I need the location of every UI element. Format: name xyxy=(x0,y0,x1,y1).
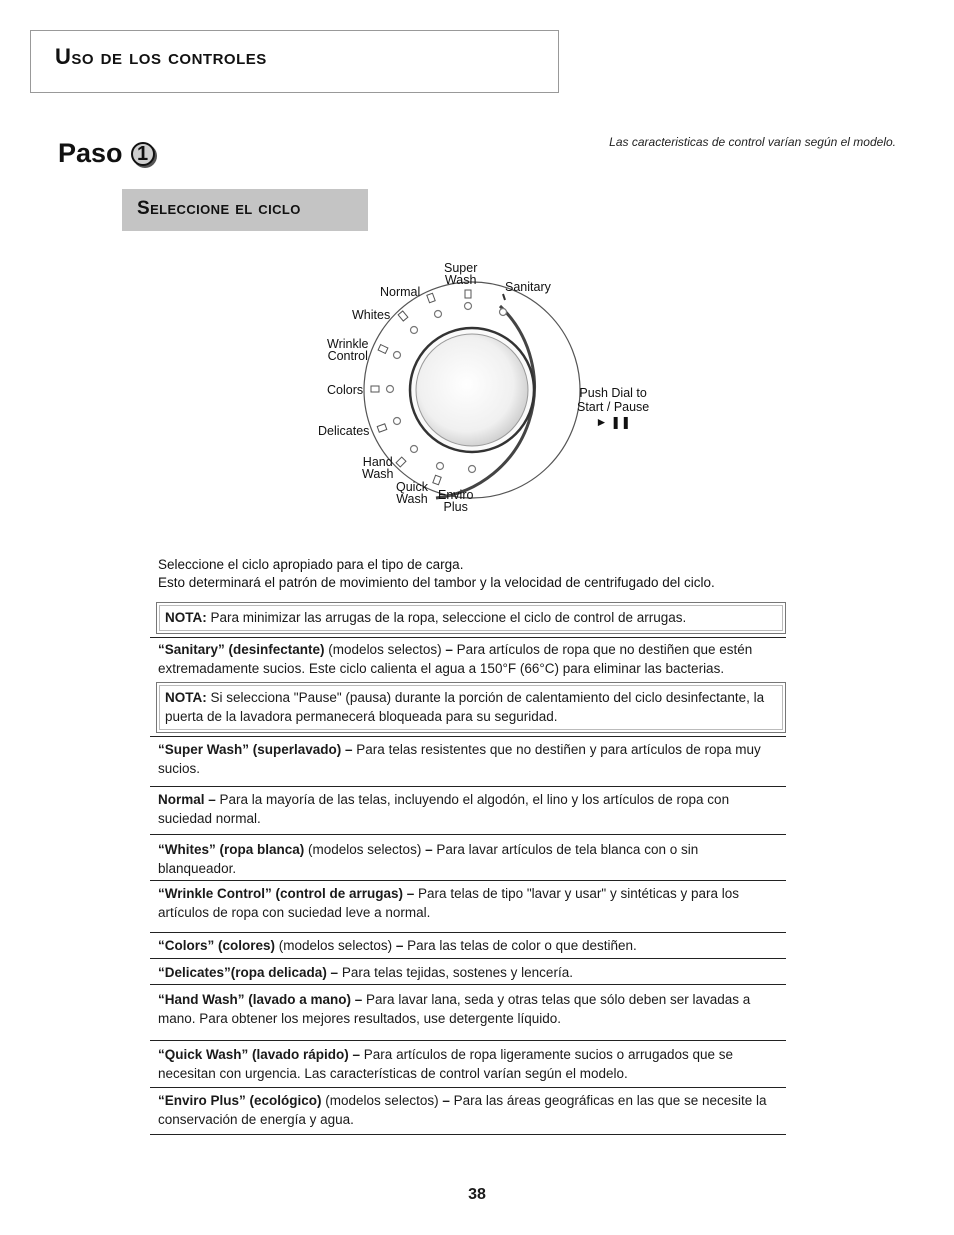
light-wrinkle xyxy=(394,352,401,359)
row-dash: – xyxy=(395,938,404,953)
row-dash: – xyxy=(445,642,453,657)
dial-label-enviro-plus xyxy=(438,489,473,513)
row-label: “Sanitary” (desinfectante) xyxy=(158,642,325,657)
dial-knob xyxy=(416,334,528,446)
section-title: Seleccione el ciclo xyxy=(137,198,301,219)
row-text: Para la mayoría de las telas, incluyendo el algodón, el lino y los artículos de ropa con suciedad normal. xyxy=(158,792,730,826)
page-number: 38 xyxy=(468,1186,486,1203)
row-normal xyxy=(150,787,786,835)
row-text: Para telas de tipo "lavar y usar" y sintéticas y para los artículos de ropa con suciedad leve a normal. xyxy=(158,886,740,920)
dial-label-super: Super xyxy=(444,261,478,275)
page-title: Uso de los controles xyxy=(55,44,267,69)
row-text: Para lavar lana, seda y otras telas que sólo deben ser lavadas a mano. Para obtener los mejores resultados, use detergente líquido. xyxy=(158,992,751,1026)
row-label: “Enviro Plus” (ecológico) xyxy=(158,1093,322,1108)
row-super-wash xyxy=(150,737,786,787)
row-text: Para artículos de ropa que no destiñen que estén extremadamente sucios. Este ciclo calienta el agua a 150°F (66°C) para eliminar las bacterias. xyxy=(158,642,753,676)
row-label: “Whites” (ropa blanca) xyxy=(158,842,305,857)
row-label: Normal – xyxy=(158,792,216,807)
tab-super-wash xyxy=(465,290,471,298)
row-label: “Quick Wash” (lavado rápido) – xyxy=(158,1047,361,1062)
row-label: “Super Wash” (superlavado) – xyxy=(158,742,353,757)
note-box-wrinkle xyxy=(156,602,786,634)
light-normal xyxy=(435,311,442,318)
row-text: Para las áreas geográficas en las que se necesite la conservación de energía y agua. xyxy=(158,1093,767,1127)
tab-hand-wash xyxy=(396,457,406,467)
row-text: Para artículos de ropa ligeramente sucios o arrugados que se necesitan con urgencia. Las características de control varían según el modelo. xyxy=(158,1047,734,1081)
light-delicates xyxy=(394,418,401,425)
tab-whites xyxy=(398,311,408,321)
row-enviro-plus xyxy=(150,1088,786,1135)
dial-label-quick-wash xyxy=(396,481,428,505)
push-label-line2: Start / Pause xyxy=(577,400,650,414)
step-heading xyxy=(58,138,155,169)
step-number-badge: 1 xyxy=(131,142,155,166)
dial-label-hand-wash xyxy=(362,456,394,480)
row-mid: (modelos selectos) xyxy=(321,1093,443,1108)
dial-label-colors: Colors xyxy=(327,383,364,397)
tick-sanitary xyxy=(503,294,505,300)
tab-delicates xyxy=(377,424,387,432)
tab-quick-wash xyxy=(433,475,441,485)
note-text: Para minimizar las arrugas de la ropa, seleccione el ciclo de control de arrugas. xyxy=(206,610,687,625)
light-enviro-plus xyxy=(469,466,476,473)
row-mid: (modelos selectos) xyxy=(324,642,446,657)
intro-line-2: Esto determinará el patrón de movimiento del tambor y la velocidad de centrifugado del ciclo. xyxy=(158,575,715,590)
row-label: “Hand Wash” (lavado a mano) – xyxy=(158,992,363,1007)
intro-text xyxy=(158,556,788,592)
dial-label-quick: Quick xyxy=(396,480,428,494)
cycle-descriptions xyxy=(150,602,786,1135)
row-label: “Colors” (colores) xyxy=(158,938,276,953)
dial-label-whites: Whites xyxy=(352,308,391,322)
dial-label-hand: Hand xyxy=(362,455,393,469)
dial-label-super-wash xyxy=(444,262,477,286)
tab-wrinkle xyxy=(378,345,388,354)
light-colors xyxy=(387,386,394,393)
note-text: Si selecciona "Pause" (pausa) durante la porción de calentamiento del ciclo desinfectante, la puerta de la lavadora permanecerá bloqueada para su seguridad. xyxy=(165,690,765,724)
dial-label-delicates: Delicates xyxy=(318,424,370,438)
dial-label-wrinkle: Wrinkle xyxy=(327,337,369,351)
row-label: “Delicates”(ropa delicada) – xyxy=(158,965,339,980)
row-sanitary xyxy=(150,638,786,682)
dial-label-sanitary: Sanitary xyxy=(505,280,551,294)
row-label: “Wrinkle Control” (control de arrugas) – xyxy=(158,886,415,901)
light-super-wash xyxy=(465,303,472,310)
dial-label-wrinkle-control xyxy=(327,338,368,362)
tab-normal xyxy=(427,293,435,303)
dial-label-wash: Wash xyxy=(444,273,477,287)
row-whites xyxy=(150,835,786,881)
dial-label-plus: Plus xyxy=(443,500,468,514)
row-mid: (modelos selectos) xyxy=(304,842,426,857)
step-label: Paso xyxy=(58,138,123,168)
note-box-sanitary xyxy=(156,682,786,733)
light-sanitary xyxy=(500,309,507,316)
row-quick-wash xyxy=(150,1041,786,1088)
row-wrinkle-control xyxy=(150,881,786,933)
light-hand-wash xyxy=(411,446,418,453)
push-label-line1: Push Dial to xyxy=(579,386,647,400)
light-whites xyxy=(411,327,418,334)
row-dash: – xyxy=(442,1093,450,1108)
row-text: Para telas resistentes que no destiñen y para artículos de ropa muy sucios. xyxy=(158,742,761,776)
intro-line-1: Seleccione el ciclo apropiado para el tipo de carga. xyxy=(158,557,464,572)
play-pause-icon: ► ❚❚ xyxy=(595,415,631,429)
row-text: Para lavar artículos de tela blanca con o sin blanqueador. xyxy=(158,842,699,876)
model-note: Las caracteristicas de control varían según el modelo. xyxy=(609,135,896,149)
note-label: NOTA: xyxy=(165,610,207,625)
row-text: Para telas tejidas, sostenes y lencería. xyxy=(338,965,573,980)
tab-colors xyxy=(371,386,379,392)
row-hand-wash xyxy=(150,985,786,1041)
dial-label-enviro: Enviro xyxy=(438,488,474,502)
cycle-dial-illustration xyxy=(0,250,954,530)
row-dash: – xyxy=(425,842,433,857)
dial-label-control: Control xyxy=(327,349,368,363)
dial-label-hand-wash-2: Wash xyxy=(362,467,394,481)
dial-push-label xyxy=(577,386,649,429)
note-label: NOTA: xyxy=(165,690,207,705)
row-mid: (modelos selectos) xyxy=(275,938,396,953)
light-quick-wash xyxy=(437,463,444,470)
row-text: Para las telas de color o que destiñen. xyxy=(403,938,637,953)
row-colors xyxy=(150,933,786,959)
dial-label-quick-wash-2: Wash xyxy=(396,492,428,506)
row-delicates xyxy=(150,959,786,985)
dial-label-normal: Normal xyxy=(380,285,421,299)
